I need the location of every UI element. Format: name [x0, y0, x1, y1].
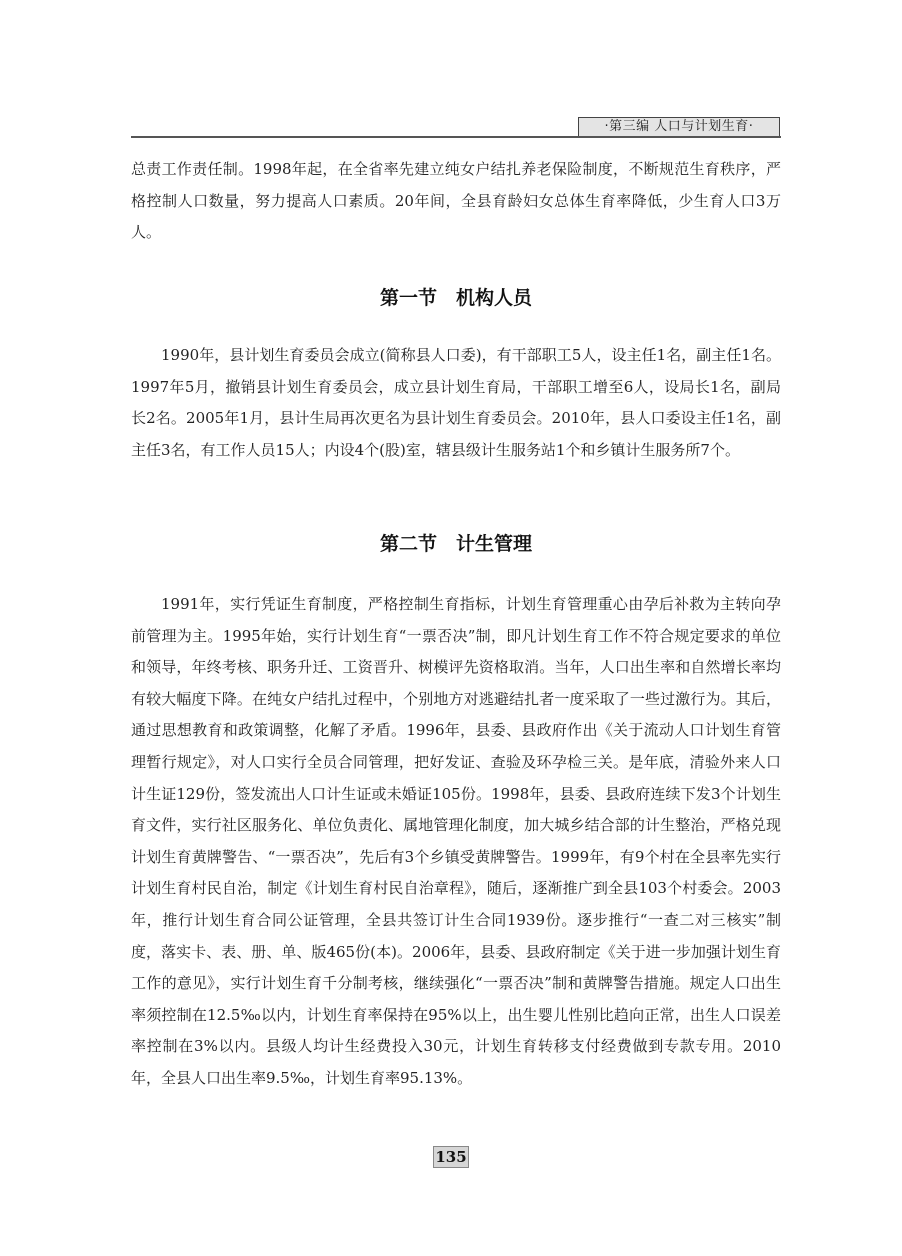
section2-paragraph: 1991年，实行凭证生育制度，严格控制生育指标，计划生育管理重心由孕后补救为主转向孕前管理为主。1995年始，实行计划生育“一票否决”制，即凡计划生育工作不符合规定要求的单位和领导，年终考核、职务升迁、工资晋升、树模评先资格取消。当年，人口出生率和自然增长率均有较大幅度下降。在纯女户结扎过程中，个别地方对逃避结扎者一度采取了一些过激行为。其后，通过思想教育和政策调整，化解了矛盾。1996年，县委、县政府作出《关于流动人口计划生育管理暂行规定》，对人口实行全员合同管理，把好发证、查验及环孕检三关。是年底，清验外来人口计生证129份，签发流出人口计生证或未婚证105份。1998年，县委、县政府连续下发3个计划生育文件，实行社区服务化、单位负责化、属地管理化制度，加大城乡结合部的计生整治，严格兑现计划生育黄牌警告、“一票否决”，先后有3个乡镇受黄牌警告。1999年，有9个村在全县率先实行计划生育村民自治，制定《计划生育村民自治章程》，随后，逐渐推广到全县103个村委会。2003年，推行计划生育合同公证管理，全县共签订计生合同1939份。逐步推行“一查二对三核实”制度，落实卡、表、册、单、版465份(本)。2006年，县委、县政府制定《关于进一步加强计划生育工作的意见》，实行计划生育千分制考核，继续强化“一票否决”制和黄牌警告措施。规定人口出生率须控制在12.5‰以内，计划生育率保持在95%以上，出生婴儿性别比趋向正常，出生人口误差率控制在3%以内。县级人均计生经费投入30元，计划生育转移支付经费做到专款专用。2010年，全县人口出生率9.5‰，计划生育率95.13%。	[131, 595, 781, 1087]
running-header: ·第三编 人口与计划生育·	[578, 117, 780, 136]
page-number: 135	[433, 1146, 469, 1168]
intro-paragraph: 总责工作责任制。1998年起，在全省率先建立纯女户结扎养老保险制度，不断规范生育秩序，严格控制人口数量，努力提高人口素质。20年间，全县育龄妇女总体生育率降低，少生育人口3万人。	[131, 160, 781, 242]
header-rule	[131, 136, 781, 138]
section1-paragraph: 1990年，县计划生育委员会成立(简称县人口委)，有干部职工5人，设主任1名，副主任1名。1997年5月，撤销县计划生育委员会，成立县计划生育局，干部职工增至6人，设局长1名，副局长2名。2005年1月，县计生局再次更名为县计划生育委员会。2010年，县人口委设主任1名，副主任3名，有工作人员15人；内设4个(股)室，辖县级计生服务站1个和乡镇计生服务所7个。	[131, 346, 781, 459]
section-title-2: 第二节 计生管理	[379, 533, 532, 555]
section-title-1: 第一节 机构人员	[379, 287, 532, 309]
